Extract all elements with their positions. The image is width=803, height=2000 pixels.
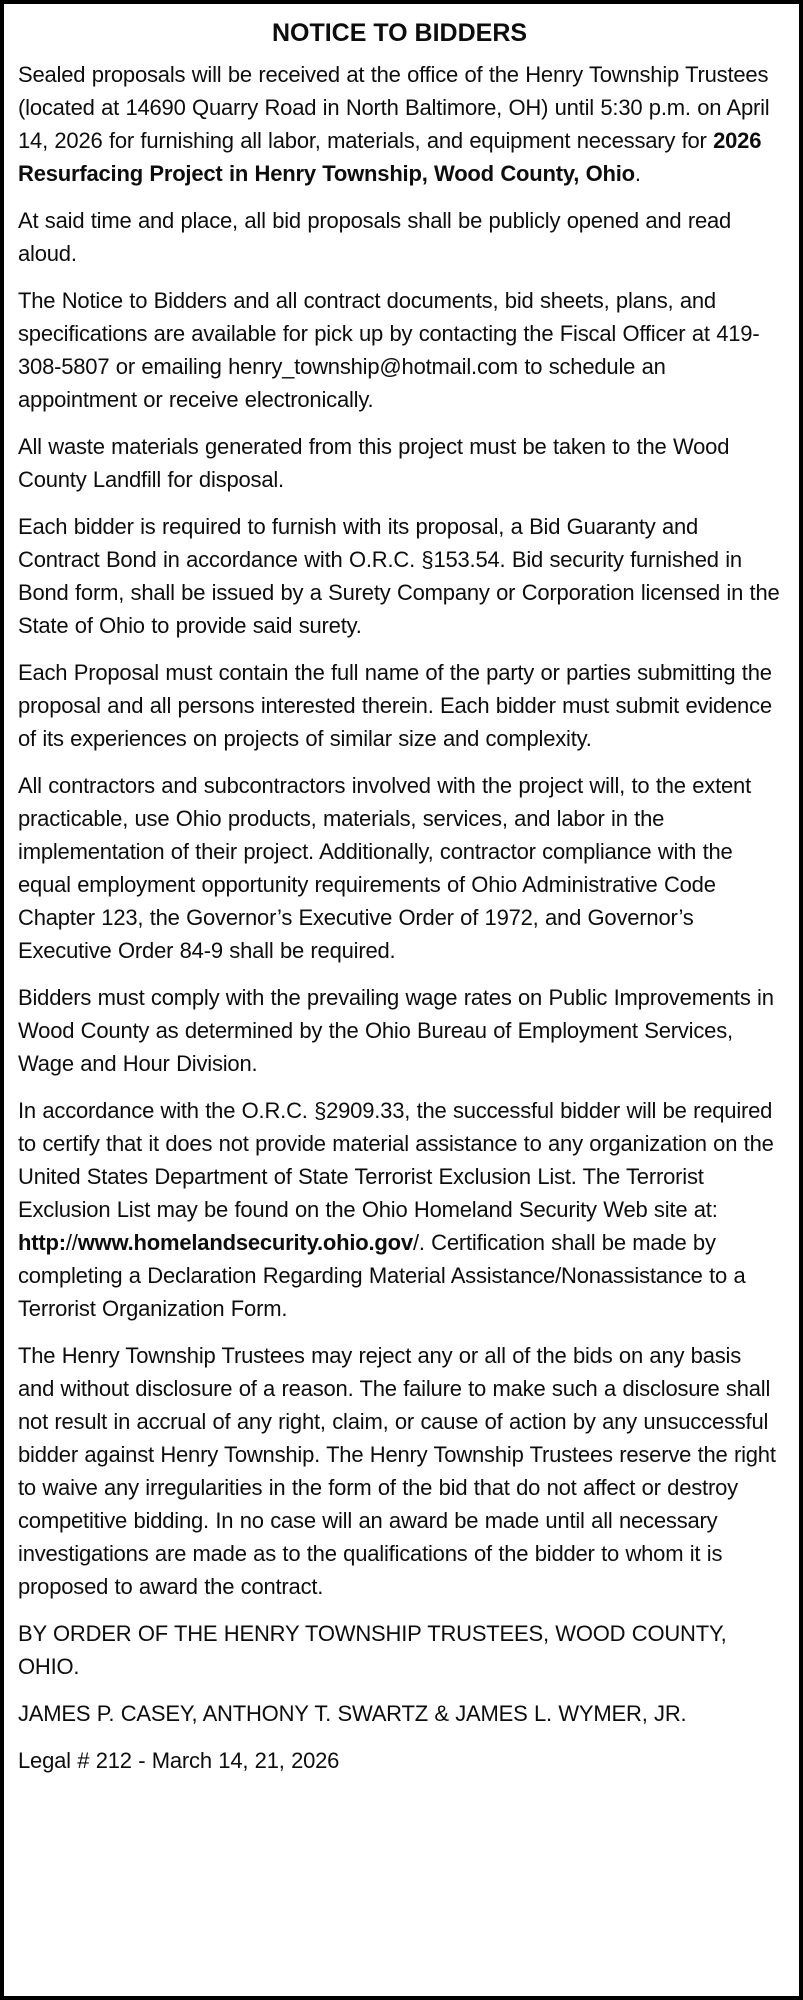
text-run: Each bidder is required to furnish with its proposal, a Bid Guaranty and Contract Bond in accordance with O.R.C. §153.54. Bid security furnished in Bond form, shall be issued by a Surety Company or Corporation licensed in the State of Ohio to provide said surety. bbox=[18, 514, 780, 638]
text-run: All waste materials generated from this project must be taken to the Wood County Landfill for disposal. bbox=[18, 434, 730, 492]
text-run: JAMES P. CASEY, ANTHONY T. SWARTZ & JAMES L. WYMER, JR. bbox=[18, 1701, 687, 1726]
paragraph-by-order bbox=[18, 1617, 781, 1683]
text-run-bold: www.homelandsecurity.ohio.gov bbox=[77, 1230, 413, 1255]
paragraph-trustee-names bbox=[18, 1697, 781, 1730]
text-run: The Notice to Bidders and all contract documents, bid sheets, plans, and specifications are available for pick up by contacting the Fiscal Officer at 419-308-5807 or emailing henry_township@hotmail.com to schedule an appointment or receive electronically. bbox=[18, 288, 760, 412]
text-run: . bbox=[634, 161, 641, 186]
paragraph-documents-pickup bbox=[18, 284, 781, 416]
paragraph-right-to-reject bbox=[18, 1339, 781, 1603]
text-run: Legal # 212 - March 14, 21, 2026 bbox=[18, 1748, 340, 1773]
paragraph-legal-number bbox=[18, 1744, 781, 1777]
text-run: Bidders must comply with the prevailing wage rates on Public Improvements in Wood County as determined by the Ohio Bureau of Employment Services, Wage and Hour Division. bbox=[18, 985, 774, 1076]
text-run-bold: http: bbox=[18, 1230, 66, 1255]
text-run: Each Proposal must contain the full name of the party or parties submitting the proposal and all persons interested therein. Each bidder must submit evidence of its experiences on projects of similar size and complexity. bbox=[18, 660, 772, 751]
paragraph-sealed-proposals bbox=[18, 58, 781, 190]
paragraph-proposal-contents bbox=[18, 656, 781, 755]
text-run: All contractors and subcontractors involved with the project will, to the extent practicable, use Ohio products, materials, services, and labor in the implementation of their project. Additionally, contractor compliance with the equal employment opportunity requirements of Ohio Administrative Code Chapter 123, the Governor’s Executive Order of 1972, and Governor’s Executive Order 84-9 shall be required. bbox=[18, 773, 751, 963]
notice-body bbox=[18, 58, 781, 1777]
text-run: BY ORDER OF THE HENRY TOWNSHIP TRUSTEES, WOOD COUNTY, OHIO. bbox=[18, 1621, 727, 1679]
paragraph-terrorist-exclusion bbox=[18, 1094, 781, 1325]
text-run: The Henry Township Trustees may reject any or all of the bids on any basis and without disclosure of a reason. The failure to make such a disclosure shall not result in accrual of any right, claim, or cause of action by any unsuccessful bidder against Henry Township. The Henry Township Trustees reserve the right to waive any irregularities in the form of the bid that do not affect or destroy competitive bidding. In no case will an award be made until all necessary investigations are made as to the qualifications of the bidder to whom it is proposed to award the contract. bbox=[18, 1343, 776, 1599]
text-run: // bbox=[65, 1230, 78, 1255]
text-run: At said time and place, all bid proposals shall be publicly opened and read aloud. bbox=[18, 208, 732, 266]
paragraph-ohio-products bbox=[18, 769, 781, 967]
paragraph-waste-disposal bbox=[18, 430, 781, 496]
paragraph-bid-guaranty bbox=[18, 510, 781, 642]
paragraph-prevailing-wage bbox=[18, 981, 781, 1080]
notice-title: NOTICE TO BIDDERS bbox=[271, 19, 528, 47]
paragraph-public-opening bbox=[18, 204, 781, 270]
text-run: In accordance with the O.R.C. §2909.33, the successful bidder will be required to certify that it does not provide material assistance to any organization on the United States Department of State Terrorist Exclusion List. The Terrorist Exclusion List may be found on the Ohio Homeland Security Web site at: bbox=[18, 1098, 774, 1222]
text-run: Sealed proposals will be received at the office of the Henry Township Trustees (located at 14690 Quarry Road in North Baltimore, OH) until 5:30 p.m. on April 14, 2026 for furnishing all labor, materials, and equipment necessary for bbox=[18, 62, 770, 153]
text-run: /. Certification shall be made by completing a Declaration Regarding Material Assistance/Nonassistance to a Terrorist Organization Form. bbox=[18, 1230, 746, 1321]
text-run-bold: 2026 Resurfacing Project in Henry Township, Wood County, Ohio bbox=[18, 128, 762, 186]
